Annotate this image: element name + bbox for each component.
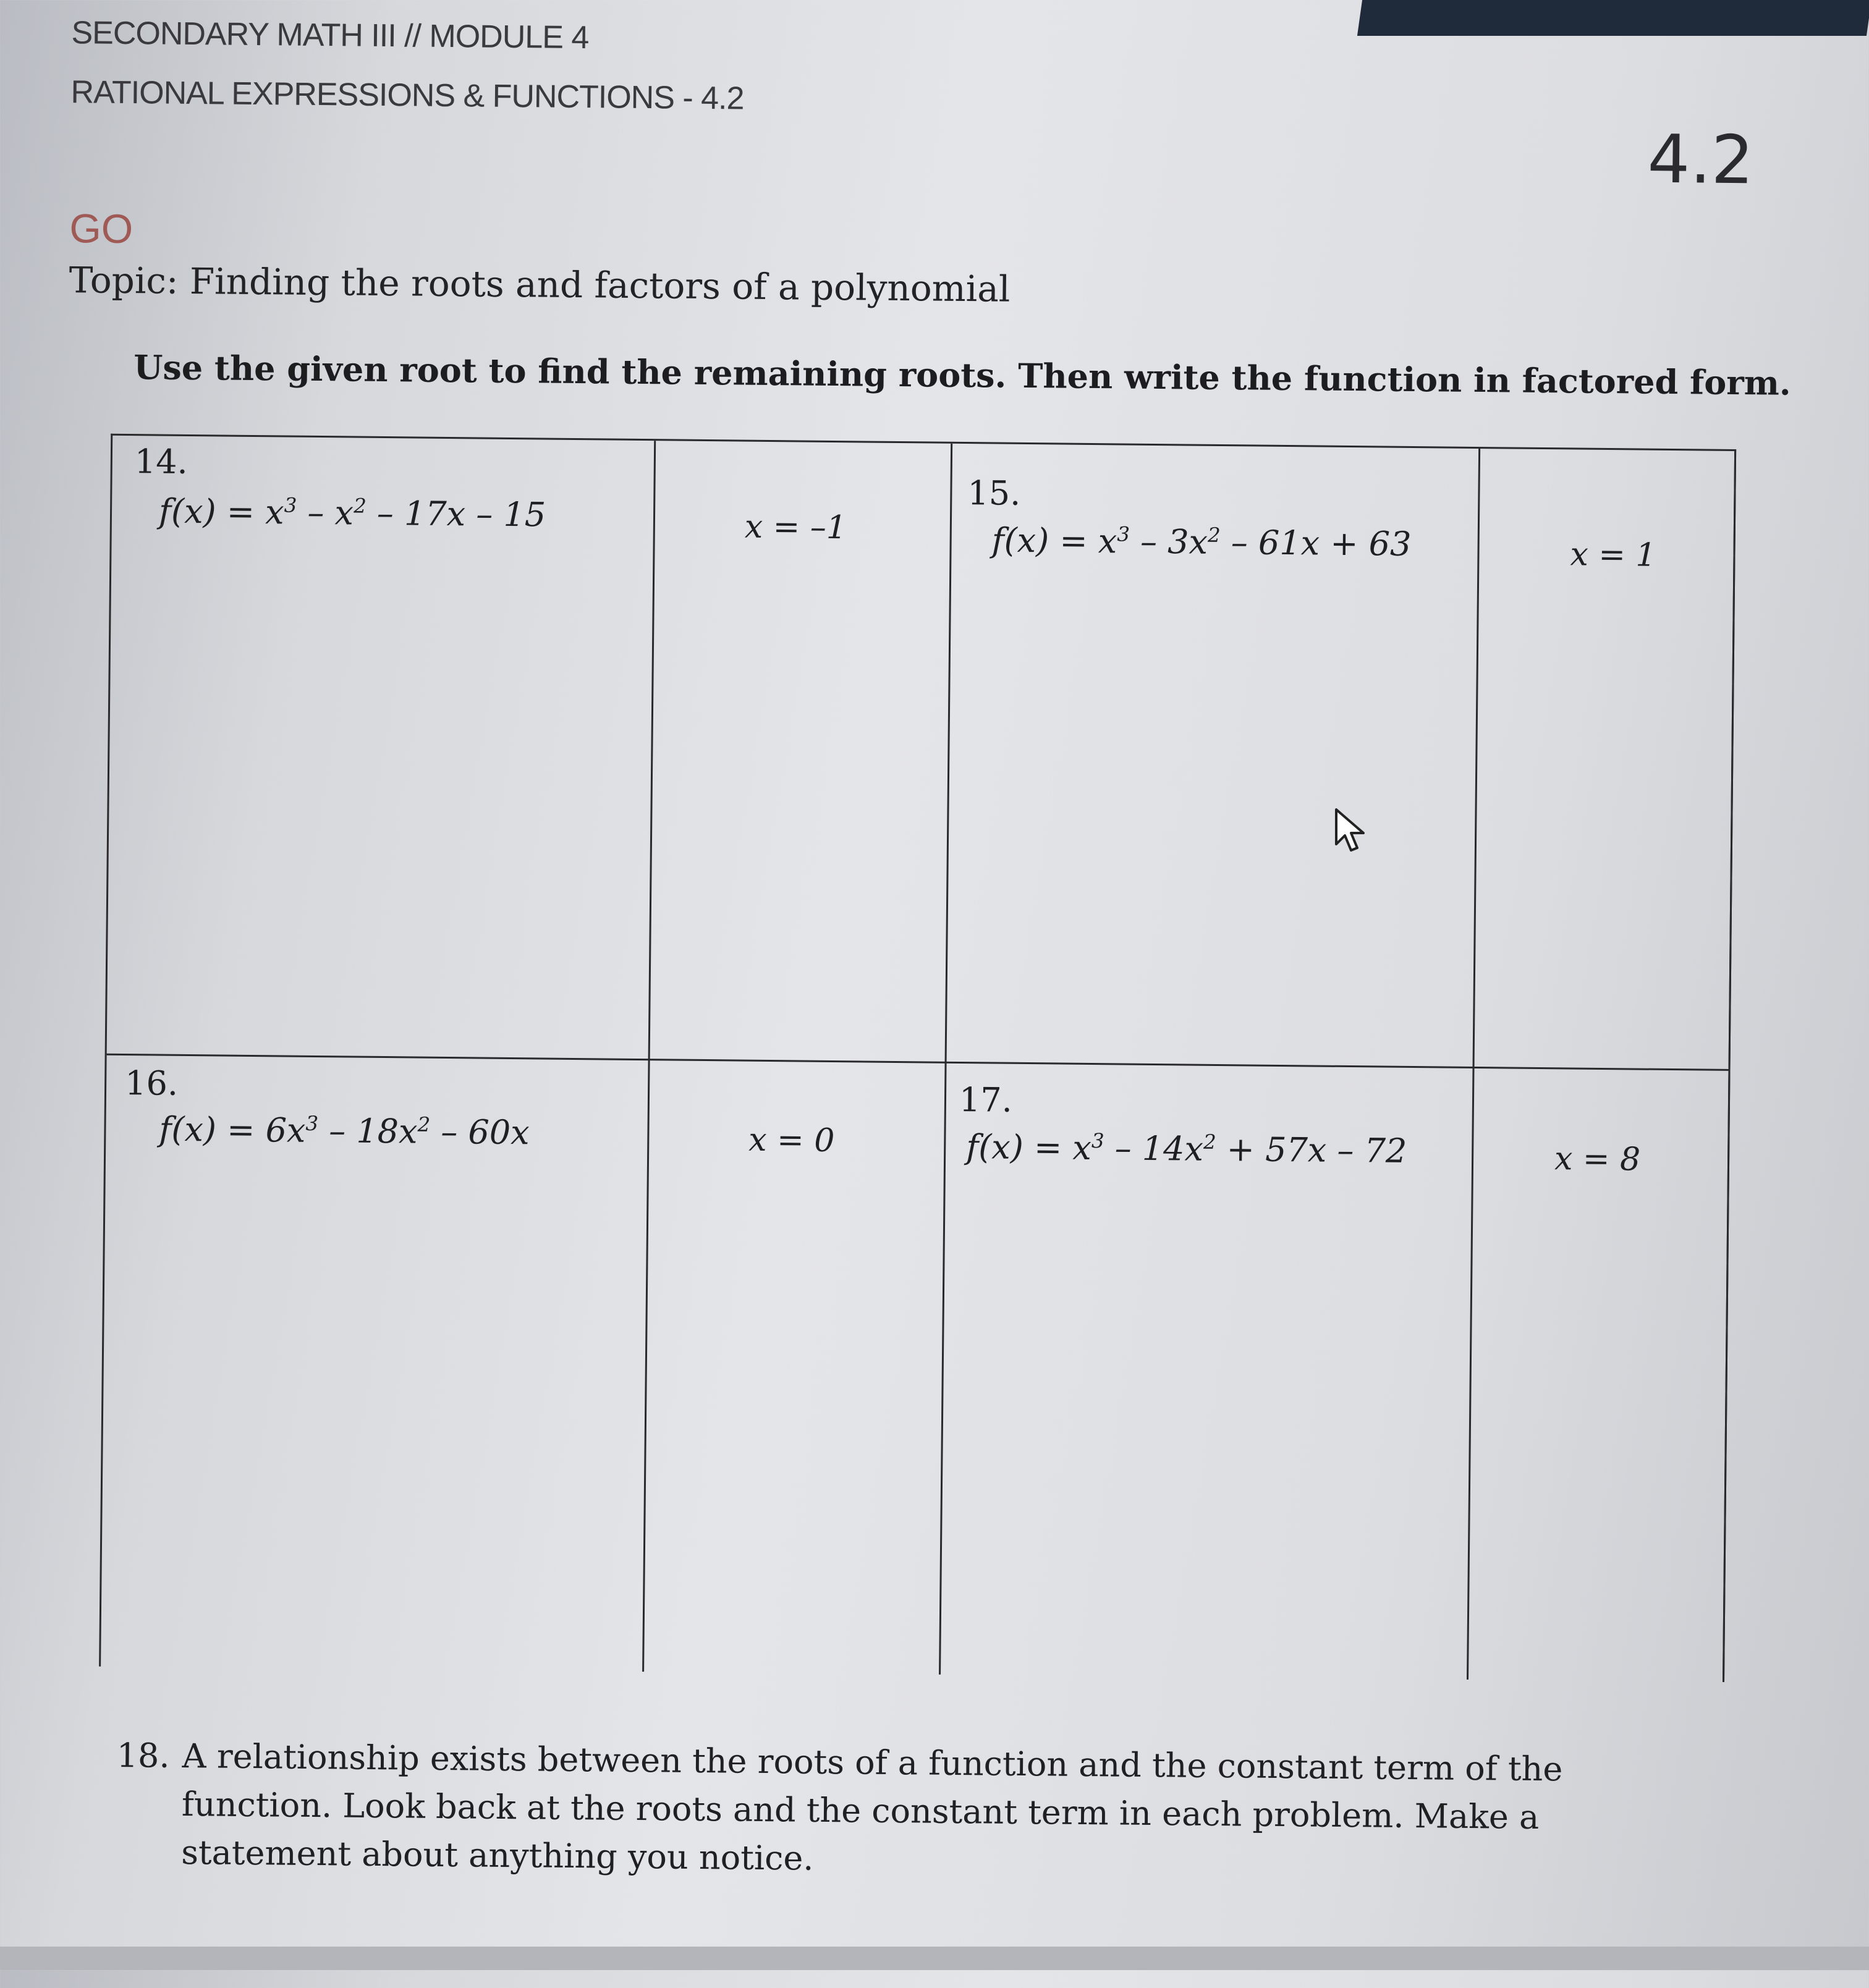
section-label: GO xyxy=(69,205,134,252)
question-number: 18. xyxy=(116,1735,170,1775)
lesson-header: RATIONAL EXPRESSIONS & FUNCTIONS - 4.2 xyxy=(70,74,744,117)
grid-row-divider xyxy=(107,1054,1729,1071)
problem-function: $f(x) = x^3 - x^2 - 17x - 15$ xyxy=(158,491,546,535)
problem-number: 17. xyxy=(959,1080,1013,1120)
grid-divider xyxy=(1467,449,1480,1680)
question-text: A relationship exists between the roots of a function and the constant term of the function. Look back at the roots and the constant term in each problem. Make a statement about anything you notice. xyxy=(180,1736,1563,1878)
problem-number: 14. xyxy=(134,442,189,481)
problem-number: 16. xyxy=(124,1064,179,1103)
problem-function: $f(x) = x^3 - 3x^2 - 61x + 63$ xyxy=(991,520,1412,564)
given-root: x = 0 xyxy=(748,1121,835,1160)
problem-function: $f(x) = x^3 - 14x^2 + 57x - 72$ xyxy=(965,1127,1407,1170)
course-header: SECONDARY MATH III // MODULE 4 xyxy=(71,15,589,56)
grid-divider xyxy=(642,441,656,1672)
topic-line: Topic: Finding the roots and factors of a polynomial xyxy=(69,259,1011,310)
question-18 xyxy=(116,1732,1699,1892)
given-root: x = 8 xyxy=(1554,1140,1641,1178)
given-root: x = –1 xyxy=(744,508,847,547)
problem-grid xyxy=(99,434,1736,1682)
problem-function: $f(x) = 6x^3 - 18x^2 - 60x$ xyxy=(159,1109,530,1153)
lesson-number: 4.2 xyxy=(1647,121,1755,200)
instructions: Use the given root to find the remaining roots. Then write the function in factored form. xyxy=(133,347,1792,403)
grid-divider xyxy=(1723,451,1736,1682)
mouse-pointer-icon xyxy=(1334,807,1371,857)
grid-divider xyxy=(939,444,952,1675)
given-root: x = 1 xyxy=(1570,536,1656,574)
problem-number: 15. xyxy=(967,473,1021,513)
